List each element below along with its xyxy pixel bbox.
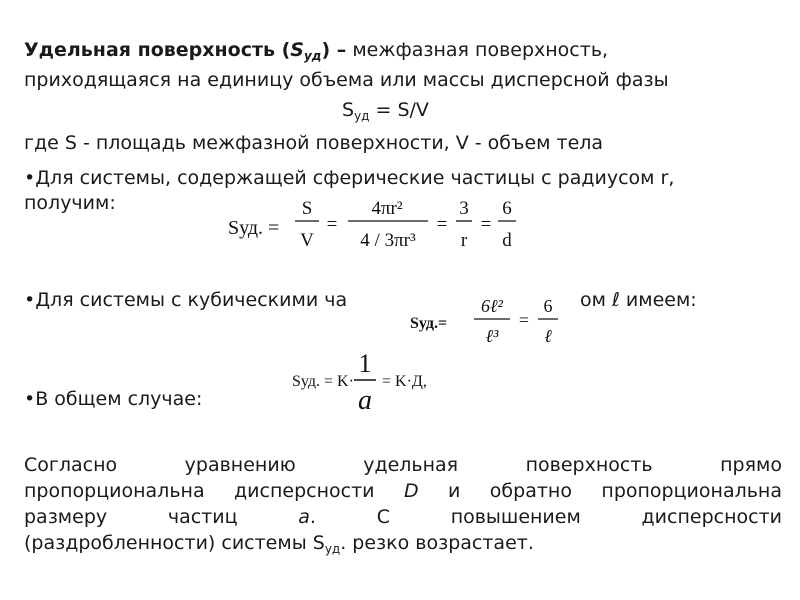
- sphere-f3-den: r: [460, 230, 468, 251]
- definition-formula: [342, 98, 429, 128]
- cube-line-right: ом ℓ имеем:: [580, 289, 697, 311]
- formula-s-sub: уд: [354, 109, 370, 123]
- sphere-lhs: Sуд. =: [228, 217, 280, 239]
- sphere-f2-num: 4πr²: [371, 198, 403, 219]
- svg-text:=: =: [518, 310, 530, 330]
- conclusion-line-1: Согласно уравнению удельная поверхность прямо: [24, 454, 782, 476]
- sphere-f2-den: 4 / 3πr³: [360, 230, 416, 251]
- cube-f2-num: 6: [543, 296, 553, 316]
- svg-text:=: =: [326, 214, 338, 235]
- term-close: ) –: [321, 39, 347, 61]
- cube-f1-num: 6ℓ²: [481, 296, 503, 316]
- general-formula: [292, 346, 462, 416]
- term-symbol: S: [290, 39, 304, 61]
- sphere-f1-num: S: [301, 198, 313, 219]
- sphere-line-1: •Для системы, содержащей сферические частицы с радиусом r,: [24, 167, 675, 189]
- cube-f2-den: ℓ: [544, 326, 552, 346]
- conclusion-text: (раздробленности) системы S: [24, 532, 325, 554]
- definition-text: межфазная поверхность,: [346, 39, 609, 61]
- conclusion-line-2: [24, 478, 782, 504]
- sphere-f4-den: d: [502, 230, 512, 251]
- general-rhs: = K·Д,: [382, 373, 427, 390]
- general-num: 1: [358, 349, 372, 378]
- conclusion-line-4: [24, 530, 782, 562]
- cube-formula: [410, 292, 580, 352]
- cube-line-left: •Для системы с кубическими ча: [24, 289, 348, 311]
- sphere-line-2: получим:: [24, 192, 116, 214]
- term-label: Удельная поверхность (: [24, 39, 291, 61]
- conclusion-text: пропорциональна дисперсности: [24, 480, 404, 502]
- cube-lhs: Sуд.=: [410, 315, 448, 332]
- conclusion-var-d: D: [403, 480, 419, 502]
- definition-line-2: приходящаяся на единицу объема или массы дисперсной фазы: [24, 69, 669, 91]
- conclusion-text: размеру частиц: [24, 506, 299, 528]
- conclusion-text: . С повышением дисперсности: [309, 506, 782, 528]
- sphere-f1-den: V: [300, 230, 314, 251]
- general-line: •В общем случае:: [24, 388, 203, 410]
- definition-line-1: [24, 38, 608, 68]
- conclusion-text: и обратно пропорциональна: [418, 480, 782, 502]
- formula-rest: = S/V: [369, 99, 429, 121]
- conclusion-sub: уд: [324, 542, 341, 556]
- sphere-f3-num: 3: [459, 198, 469, 219]
- variables-line: где S - площадь межфазной поверхности, V - объем тела: [24, 132, 604, 154]
- cube-f1-den: ℓ³: [485, 326, 499, 346]
- conclusion-text: . резко возрастает.: [340, 532, 534, 554]
- svg-text:=: =: [480, 214, 492, 235]
- sphere-formula: [228, 194, 528, 260]
- conclusion-var-a: а: [298, 506, 310, 528]
- term-symbol-sub: уд: [303, 49, 322, 63]
- general-den: a: [358, 385, 372, 416]
- formula-s: S: [342, 99, 355, 121]
- conclusion-line-3: [24, 504, 782, 530]
- svg-text:=: =: [436, 214, 448, 235]
- general-lhs: Sуд. = K·: [292, 373, 354, 390]
- sphere-f4-num: 6: [502, 198, 512, 219]
